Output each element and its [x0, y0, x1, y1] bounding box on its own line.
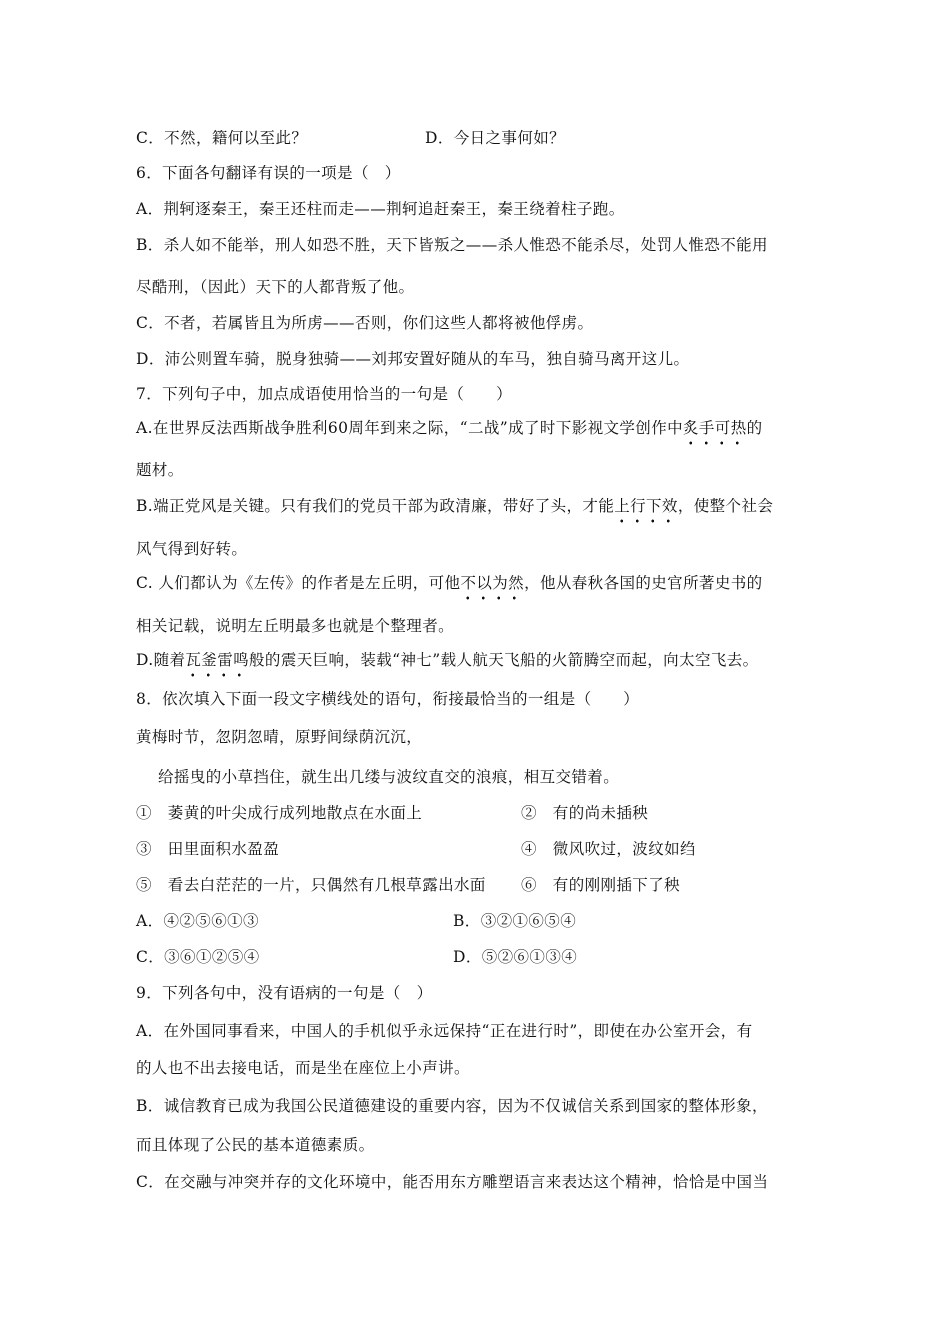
q7-option-b-line1: B.端正党风是关键。只有我们的党员干部为政清廉，带好了头，才能上行下效，使整个社会	[136, 497, 774, 515]
q8-option-c: C．③⑥①②⑤④	[136, 948, 260, 966]
q8-passage-line2: 给摇曳的小草挡住，就生出几缕与波纹直交的浪痕，相互交错着。	[158, 768, 620, 786]
q7-d-dotted-idiom: 瓦釜雷鸣	[185, 651, 250, 669]
q7-option-a-line2: 题材。	[136, 461, 184, 479]
q6-option-b-line1: B．杀人如不能举，刑人如恐不胜，天下皆叛之——杀人惟恐不能杀尽，处罚人惟恐不能用	[136, 236, 768, 254]
q5-option-d: D．今日之事何如？	[425, 129, 566, 147]
q8-option-b: B．③②①⑥⑤④	[453, 912, 577, 930]
q7-stem: 7．下列句子中，加点成语使用恰当的一句是（ ）	[136, 385, 512, 403]
q9-stem: 9．下列各句中，没有语病的一句是（ ）	[136, 984, 433, 1002]
q9-option-c-line1: C．在交融与冲突并存的文化环境中，能否用东方雕塑语言来表达这个精神，恰恰是中国当	[136, 1173, 769, 1191]
q7-option-b-line2: 风气得到好转。	[136, 540, 248, 558]
q8-option-a: A．④②⑤⑥①③	[136, 912, 259, 930]
q8-option-d: D．⑤②⑥①③④	[453, 948, 578, 966]
q9-option-b-line1: B．诚信教育已成为我国公民道德建设的重要内容，因为不仅诚信关系到国家的整体形象，	[136, 1097, 768, 1115]
q8-item-6: ⑥ 有的刚刚插下了秧	[521, 876, 681, 894]
q8-item-3: ③ 田里面积水盈盈	[136, 840, 280, 858]
q7-option-c-line1: C. 人们都认为《左传》的作者是左丘明，可他不以为然，他从春秋各国的史官所著史书的	[136, 574, 763, 592]
q8-item-2: ② 有的尚未插秧	[521, 804, 649, 822]
q7-c-dotted-idiom: 不以为然	[460, 574, 525, 592]
q6-stem: 6．下面各句翻译有误的一项是（ ）	[136, 164, 401, 182]
q6-option-a: A．荆轲逐秦王，秦王还柱而走——荆轲追赶秦王，秦王绕着柱子跑。	[136, 200, 625, 218]
q7-b-dotted-idiom: 上行下效	[614, 497, 678, 515]
q8-item-1: ① 萎黄的叶尖成行成列地散点在水面上	[136, 804, 423, 822]
q6-option-b-line2: 尽酷刑，（因此）天下的人都背叛了他。	[136, 278, 415, 296]
q7-a-dotted-idiom: 炙手可热	[683, 419, 747, 437]
q6-option-d: D．沛公则置车骑，脱身独骑——刘邦安置好随从的车马，独自骑马离开这儿。	[136, 350, 690, 368]
q7-option-a-line1: A.在世界反法西斯战争胜利60周年到来之际，“二战”成了时下影视文学创作中炙手可热的	[136, 419, 763, 437]
q8-stem: 8．依次填入下面一段文字横线处的语句，衔接最恰当的一组是（ ）	[136, 690, 640, 708]
q8-item-5: ⑤ 看去白茫茫的一片，只偶然有几根草露出水面	[136, 876, 486, 894]
q9-option-b-line2: 而且体现了公民的基本道德素质。	[136, 1136, 375, 1154]
q9-option-a-line1: A．在外国同事看来，中国人的手机似乎永远保持“正在进行时”，即使在办公室开会，有	[136, 1022, 753, 1040]
q8-item-4: ④ 微风吹过，波纹如绉	[521, 840, 696, 858]
q8-passage-line1: 黄梅时节，忽阴忽晴，原野间绿荫沉沉，	[136, 728, 423, 746]
q9-option-a-line2: 的人也不出去接电话，而是坐在座位上小声讲。	[136, 1059, 470, 1077]
q7-option-c-line2: 相关记载，说明左丘明最多也就是个整理者。	[136, 617, 455, 635]
q5-option-c: C．不然，籍何以至此？	[136, 129, 308, 147]
q6-option-c: C．不者，若属皆且为所虏——否则，你们这些人都将被他俘虏。	[136, 314, 594, 332]
q7-option-d: D.随着瓦釜雷鸣般的震天巨响，装载“神七”载人航天飞船的火箭腾空而起，向太空飞去。	[136, 651, 759, 669]
